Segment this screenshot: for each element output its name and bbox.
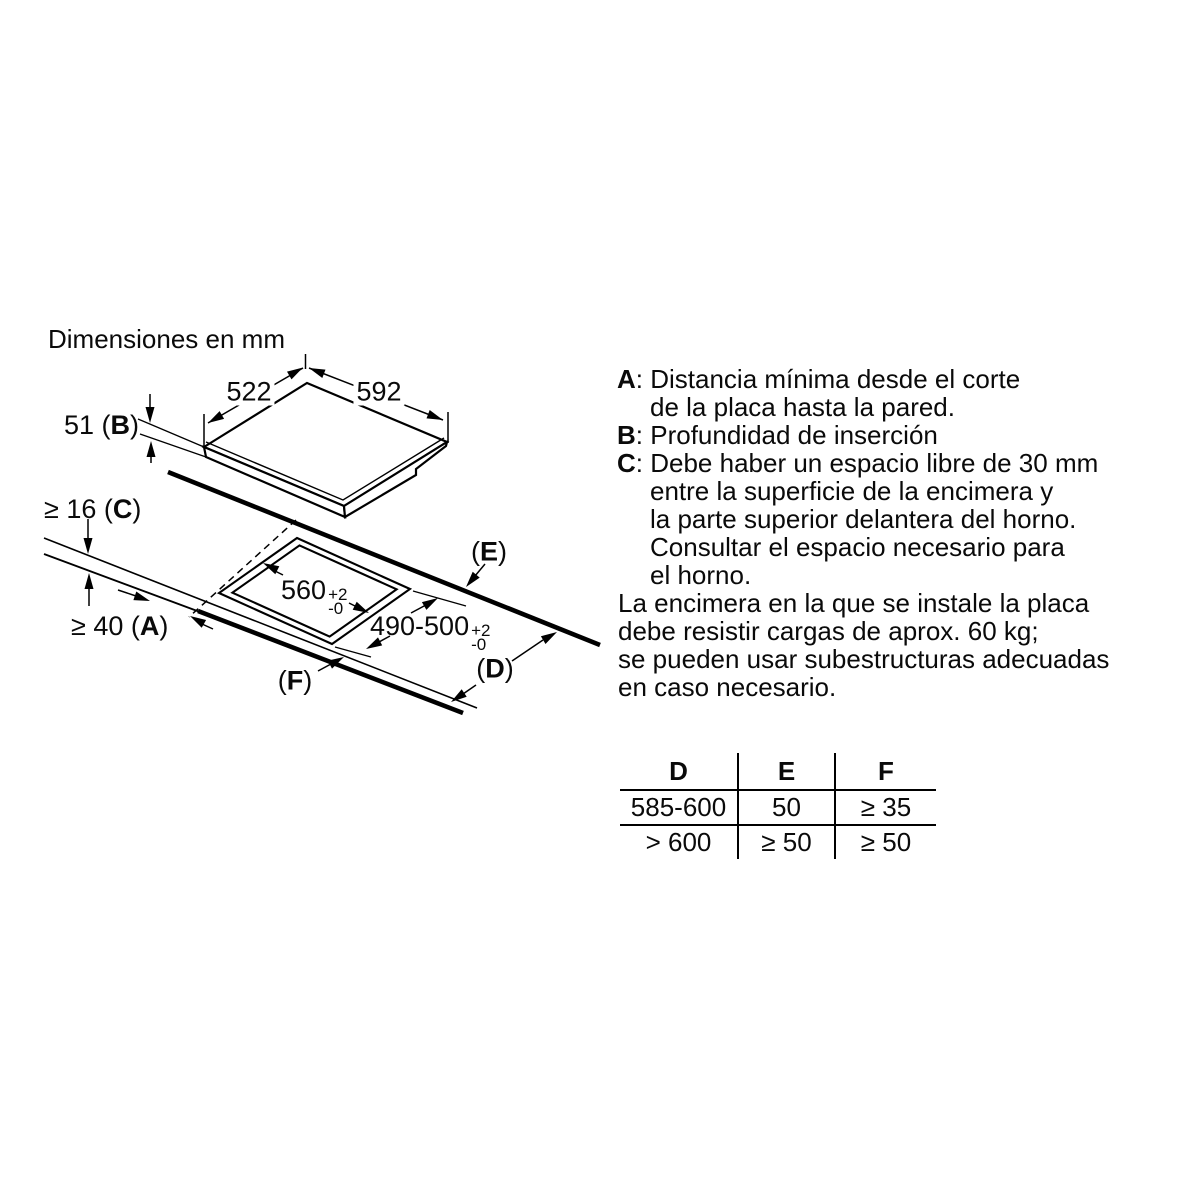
load-paragraph-line-1: La encimera en la que se instale la placa: [618, 588, 1090, 618]
clearance-table-header-d: D: [620, 753, 738, 790]
dim-a-letter: A: [139, 611, 160, 641]
note-b-text: : Profundidad de inserción: [635, 420, 938, 450]
note-c-cont-2: la parte superior delantera del horno.: [650, 504, 1077, 534]
clearance-table-cell: ≥ 50: [860, 827, 912, 857]
load-paragraph-line-3: se pueden usar subestructuras adecuadas: [618, 644, 1110, 674]
legend-notes: [617, 365, 1098, 589]
dim-b-prefix: 51 (: [64, 410, 111, 440]
dim-c-suffix: ): [132, 494, 142, 524]
label-d: [476, 653, 514, 684]
note-c-cont-4: el horno.: [650, 560, 752, 590]
dim-592-value: 592: [356, 376, 402, 407]
cutout-depth-value: 490-500: [370, 611, 470, 641]
clearance-table: [620, 753, 936, 859]
note-a-letter: A: [617, 364, 636, 394]
clearance-table-header-e: E: [738, 753, 835, 790]
label-e-prefix: (: [470, 536, 480, 567]
page-title: Dimensiones en mm: [48, 324, 285, 354]
load-paragraph: [618, 589, 1109, 701]
dim-b-leader-top: [138, 419, 204, 447]
note-a-text: : Distancia mínima desde el corte: [635, 364, 1021, 394]
label-f-suffix: ): [303, 665, 313, 696]
dim-b-suffix: ): [130, 410, 140, 440]
dim-b-letter: B: [110, 410, 131, 440]
clearance-table-cell: ≥ 50: [738, 825, 835, 859]
clearance-table-cell: ≥ 35: [835, 790, 936, 825]
dim-a-suffix: ): [159, 611, 169, 641]
note-c-cont-3: Consultar el espacio necesario para: [650, 532, 1065, 562]
cutout-width-value: 560: [281, 575, 327, 605]
label-d-letter: D: [485, 653, 505, 684]
label-d-suffix: ): [504, 653, 514, 684]
note-c-cont-1: entre la superficie de la encimera y: [650, 476, 1054, 506]
dim-c-letter: C: [112, 494, 133, 524]
note-b-letter: B: [617, 420, 636, 450]
dim-490-extension-top: [413, 591, 466, 606]
clearance-table-row-1: [620, 790, 936, 825]
label-f-arrow-tail: [318, 664, 331, 671]
cutout-width-tol-plus: +2: [328, 585, 348, 604]
note-b-line: [617, 421, 1098, 449]
cutout-width-tol-minus: -0: [328, 599, 344, 618]
label-f-prefix: (: [277, 665, 287, 696]
cutout-width-label: [281, 575, 348, 618]
dim-a-arrow-tail-right: [202, 624, 213, 629]
dim-a-prefix: ≥ 40 (: [71, 611, 140, 641]
dim-c-label: [44, 496, 141, 523]
clearance-table-header-row: [620, 753, 936, 790]
dim-c-prefix: ≥ 16 (: [44, 494, 113, 524]
dim-490-extension-bottom: [335, 647, 371, 657]
load-paragraph-line-4: en caso necesario.: [618, 672, 837, 702]
label-f-letter: F: [286, 665, 304, 696]
clearance-table-cell: > 600: [620, 825, 738, 859]
cutout-depth-label: [370, 611, 491, 654]
dim-592-label: [353, 376, 404, 407]
note-c-line: [617, 449, 1098, 477]
cutout-depth-tol-plus: +2: [471, 621, 491, 640]
dim-a-label: [71, 613, 168, 640]
clearance-table-header-f: F: [835, 753, 936, 790]
dim-b-label: [64, 412, 139, 439]
label-e-suffix: ): [498, 536, 508, 567]
load-paragraph-line-2: debe resistir cargas de aprox. 60 kg;: [618, 616, 1039, 646]
label-d-prefix: (: [476, 653, 486, 684]
label-d-arrow-tail-top: [512, 640, 543, 661]
countertop-left-section-line: [44, 554, 200, 612]
dim-522-label: [223, 376, 274, 407]
note-c-letter: C: [617, 448, 636, 478]
dim-a-arrow-tail-left: [118, 590, 136, 596]
dim-522-value: 522: [226, 376, 272, 407]
clearance-table-cell: 585-600: [620, 790, 738, 825]
note-a-line: [617, 365, 1098, 393]
label-e: [470, 536, 508, 567]
note-a-cont: de la placa hasta la pared.: [650, 392, 955, 422]
note-c-text: : Debe haber un espacio libre de 30 mm: [635, 448, 1099, 478]
label-e-letter: E: [479, 536, 499, 567]
label-f: [277, 665, 313, 696]
label-d-arrow-tail-bottom: [463, 685, 476, 694]
cutout-depth-tol-minus: -0: [471, 635, 487, 654]
cutout-projection-dashed-line: [189, 520, 296, 617]
clearance-table-cell: 50: [738, 790, 835, 825]
clearance-table-row-2: [620, 825, 936, 859]
